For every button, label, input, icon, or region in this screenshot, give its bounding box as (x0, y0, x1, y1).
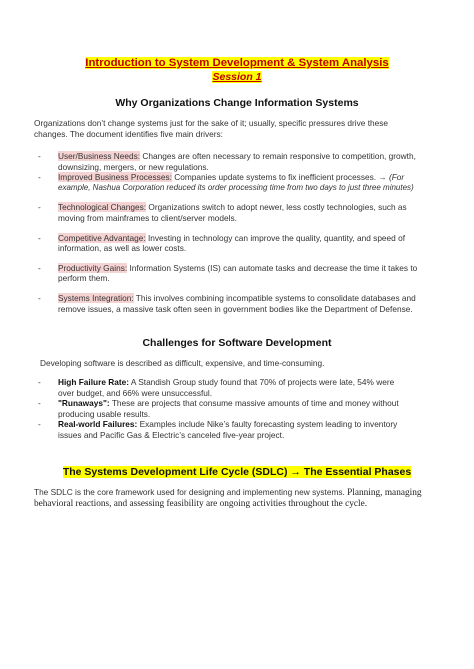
section-heading-challenges: Challenges for Software Development (142, 337, 332, 349)
session-label: Session 1 (212, 71, 262, 83)
section2-intro: Developing software is described as difficult, expensive, and time-consuming. (40, 358, 325, 368)
driver-item: - Productivity Gains: Information Systems (IS) can automate tasks and decrease the time it takes to perform them. (38, 262, 418, 284)
driver-item: - Systems Integration: This involves combining incompatible systems to consolidate databases and remove issues, a massive task often seen in government bodies like the Department of Defense. (38, 292, 416, 314)
drivers-list (38, 151, 417, 314)
sdlc-paragraph: The SDLC is the core framework used for designing and implementing new systems. Planning, managing behavioral reactions, and assessing feasibility are ongoing activities throughout the cycle. (34, 487, 422, 509)
challenges-list (38, 377, 399, 441)
section1-intro: Organizations don’t change systems just for the sake of it; usually, specific pressures drive these changes. The document identifies five main drivers: (34, 118, 389, 139)
document-title: Introduction to System Development & System Analysis (85, 57, 389, 69)
challenge-item: - High Failure Rate: A Standish Group study found that 70% of projects were late, 54% were over budget, and 66% were unsuccessful. (38, 377, 395, 398)
driver-item: - Technological Changes: Organizations switch to adopt newer, less costly technologies, such as moving from mainframes to client/server models. (38, 202, 407, 223)
section-heading-why-change: Why Organizations Change Information Systems (115, 97, 359, 109)
challenge-item: - "Runaways": These are projects that consume massive amounts of time and money without producing usable results. (38, 398, 399, 419)
driver-item: - Competitive Advantage: Investing in technology can improve the quality, quantity, and speed of information, as well as lower costs. (38, 232, 406, 254)
driver-item: - User/Business Needs: Changes are often necessary to remain responsive to competition, growth, downsizing, mergers, or new regulations. (38, 151, 416, 172)
section-heading-sdlc: The Systems Development Life Cycle (SDLC) → The Essential Phases (62, 466, 412, 478)
driver-item: - Improved Business Processes: Companies update systems to fix inefficient processes. → (For example, Nashua Corporation reduced its order processing time from two days to just three minutes) (38, 172, 414, 192)
challenge-item: - Real-world Failures: Examples include Nike’s faulty forecasting system leading to inventory issues and Pacific Gas & Electric’s canceled five-year project. (38, 419, 398, 440)
